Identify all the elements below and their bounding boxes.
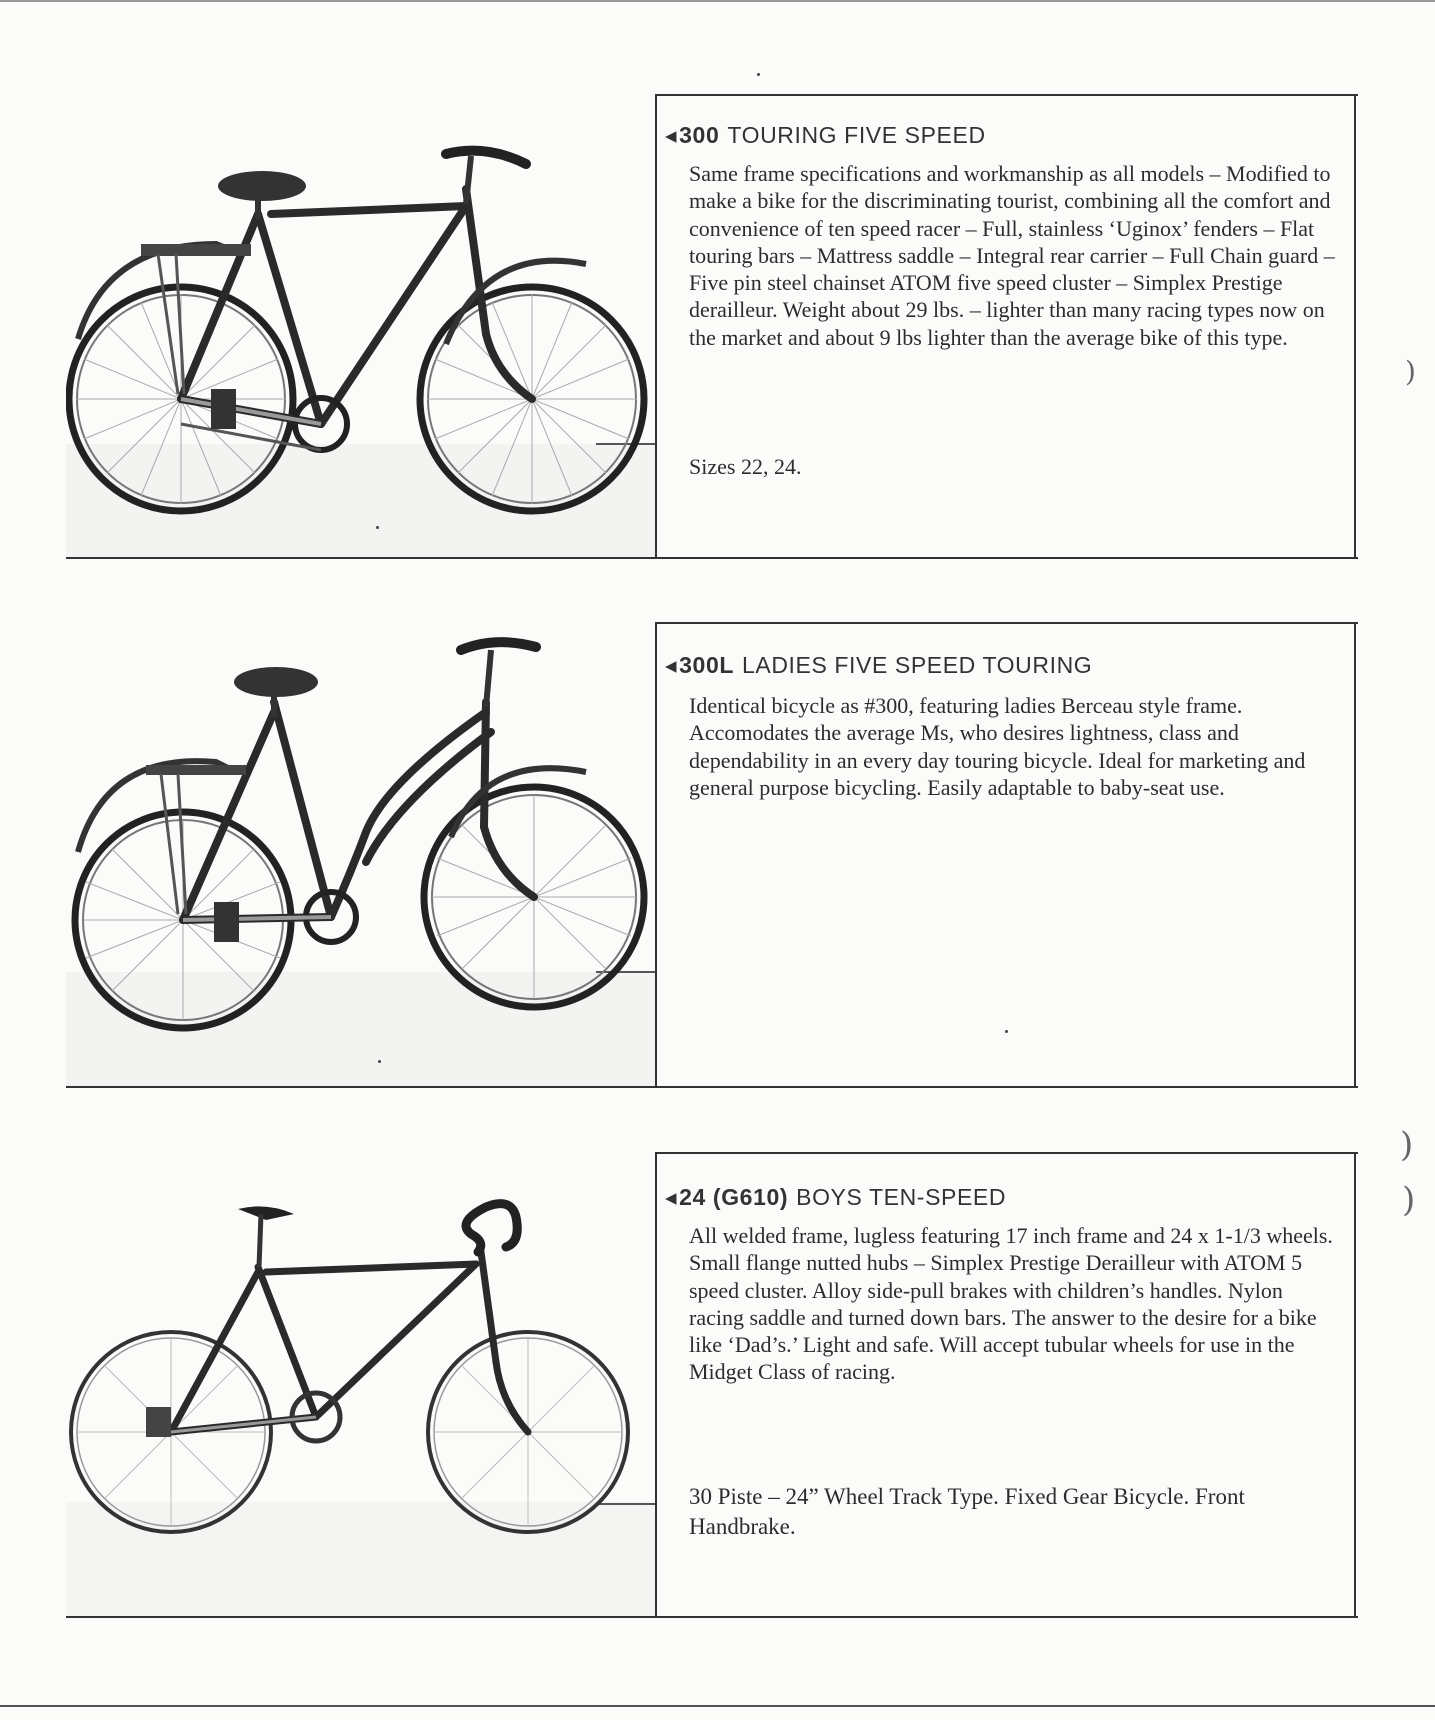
scan-speck <box>378 1060 381 1063</box>
model-description: All welded frame, lugless featuring 17 inch frame and 24 x 1-1/3 wheels. Small flange nutted hubs – Simplex Prestige Derailleur with ATOM 5 speed cluster. Alloy side-pull brakes with children’s handles. Nylon racing saddle and turned down bars. The answer to the desire for a bike like ‘Dad’s.’ Light and safe. Will accept tubular wheels for use in the Midget Class of racing. <box>689 1223 1333 1385</box>
model-description: Identical bicycle as #300, featuring ladies Berceau style frame. Accomodates the average Ms, who desires lightness, class and dependability in an every day touring bicycle. Ideal for marketing and general purpose bicycling. Easily adaptable to baby-seat use. <box>689 693 1306 800</box>
model-name: TOURING FIVE SPEED <box>727 122 986 148</box>
model-heading <box>665 652 1092 679</box>
page-bottom-edge <box>0 1705 1435 1707</box>
model-heading <box>665 122 986 149</box>
bicycle-photo <box>66 622 655 1086</box>
description-panel <box>655 94 1356 557</box>
catalog-entry-300l <box>66 622 1358 1088</box>
pointer-arrow-icon: ◂ <box>665 122 678 148</box>
pointer-arrow-icon: ◂ <box>665 1184 678 1210</box>
model-name: LADIES FIVE SPEED TOURING <box>741 652 1093 678</box>
model-sizes: Sizes 22, 24. <box>689 454 802 479</box>
scan-speck <box>376 526 379 529</box>
model-note: 30 Piste – 24” Wheel Track Type. Fixed Gear Bicycle. Front Handbrake. <box>689 1484 1245 1539</box>
margin-mark: ) <box>1405 355 1416 388</box>
description-panel <box>655 1152 1356 1616</box>
catalog-entry-300 <box>66 94 1358 559</box>
description-panel <box>655 622 1356 1086</box>
model-number: 300L <box>679 652 734 678</box>
page-top-edge <box>0 0 1435 8</box>
entry-bottom-rule <box>66 1616 1358 1618</box>
model-heading <box>665 1184 1006 1211</box>
saddle <box>218 171 306 201</box>
catalog-entry-24 <box>66 1152 1358 1618</box>
scan-speck <box>757 73 760 76</box>
entry-bottom-rule <box>66 557 1358 559</box>
model-number: 24 (G610) <box>679 1184 789 1210</box>
model-number: 300 <box>679 122 720 148</box>
margin-mark: ) <box>1402 1180 1416 1220</box>
model-description: Same frame specifications and workmanship as all models – Modified to make a bike for the discriminating tourist, combining all the comfort and convenience of ten speed racer – Full, stainless ‘Uginox’ fenders – Flat touring bars – Mattress saddle – Integral rear carrier – Full Chain guard – Five pin steel chainset ATOM five speed cluster – Simplex Prestige derailleur. Weight about 29 lbs. – lighter than many racing types now on the market and about 9 lbs lighter than the average bike of this type. <box>689 161 1335 350</box>
margin-mark: ) <box>1400 1125 1414 1165</box>
bicycle-photo <box>66 1152 655 1616</box>
bicycle-photo <box>66 94 655 557</box>
pointer-arrow-icon: ◂ <box>665 652 678 678</box>
entry-bottom-rule <box>66 1086 1358 1088</box>
model-name: BOYS TEN-SPEED <box>796 1184 1007 1210</box>
scan-speck <box>1005 1030 1008 1033</box>
